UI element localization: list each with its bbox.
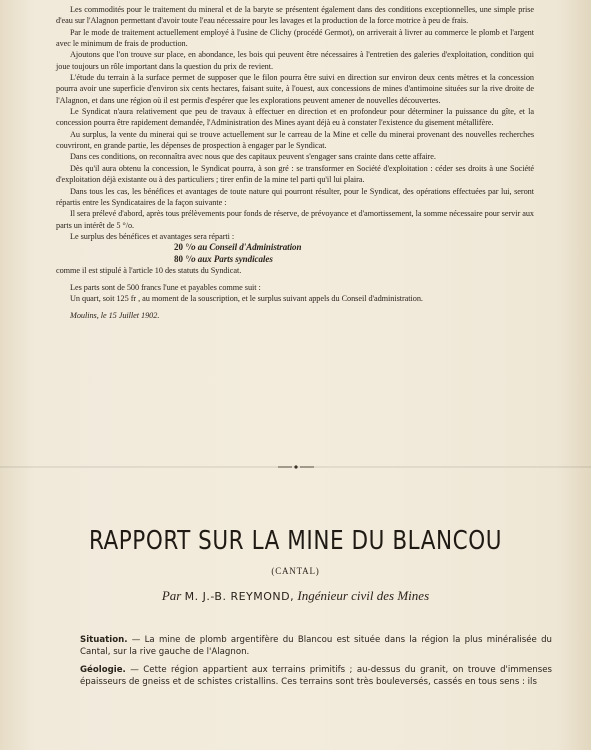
paragraph: Par le mode de traitement actuellement employé à l'usine de Clichy (procédé Germot), on arriverait à livrer au commerce le plomb et l'argent avec le minimum de frais de production. xyxy=(56,27,534,49)
distribution-label: aux Parts syndicales xyxy=(197,253,273,264)
distribution-unit: °/o xyxy=(185,242,196,253)
paragraph: Les commodités pour le traitement du mineral et de la baryte se présentent également dans des conditions exceptionnelles, une simple prise d'eau sur l'Alagnon permettant d'avoir toute l'eau nécessaire pour les lavages et la production de la force motrice à peu de frais. xyxy=(56,5,534,26)
section-heading: Situation. xyxy=(80,635,128,645)
author-title: Ingénieur civil des Mines xyxy=(297,588,430,603)
ornament-divider-icon xyxy=(278,463,314,471)
author-name: M. J.-B. REYMOND, xyxy=(184,590,295,603)
signature-date: Moulins, le 15 Juillet 1902. xyxy=(70,311,160,321)
paragraph: Il sera prélevé d'abord, après tous prélèvements pour fonds de réserve, de prévoyance et d'amortissement, la somme nécessaire pour servir aux parts un intérêt de 5 °/o. xyxy=(56,209,534,230)
distribution-line xyxy=(56,242,534,254)
report-subtitle: (CANTAL) xyxy=(271,566,320,576)
paragraph: Le surplus des bénéfices et avantages sera réparti : xyxy=(70,231,235,241)
distribution-label: au Conseil d'Administration xyxy=(197,242,302,253)
distribution-pct: 20 xyxy=(174,242,183,253)
paragraph: Un quart, soit 125 fr , au moment de la souscription, et le surplus suivant appels du Conseil d'administration. xyxy=(70,293,423,303)
paragraph: Dans tous les cas, les bénéfices et avantages de toute nature qui pourront résulter, pour le Syndicat, des opérations effectuées par lui, seront répartis entre les Syndicataires de la façon suivante : xyxy=(56,186,534,207)
paragraph: Dans ces conditions, on reconnaîtra avec nous que des capitaux peuvent s'engager sans crainte dans cette affaire. xyxy=(70,152,436,162)
author-line xyxy=(0,588,591,604)
paragraph: comme il est stipulé à l'article 10 des statuts du Syndicat. xyxy=(56,266,242,276)
section-paragraph xyxy=(80,634,552,658)
paragraph: Ajoutons que l'on trouve sur place, en abondance, les bois qui peuvent être nécessaires à l'entretien des galeries d'exploitation, condition qui joue toujours un rôle important dans la question du prix de revient. xyxy=(56,50,534,71)
distribution-unit: °/o xyxy=(185,253,196,264)
paragraph: Les parts sont de 500 francs l'une et payables comme suit : xyxy=(70,282,261,292)
paragraph: Dès qu'il aura obtenu la concession, le Syndicat pourra, à son gré : se transformer en Société d'exploitation : céder ses droits à une Société d'exploitation déjà existante ou à des particuliers ; tirer enfin de la mine tel parti qu'il lui plaira. xyxy=(56,163,534,185)
section-text: — La mine de plomb argentifère du Blancou est située dans la région la plus minéralisée du Cantal, sur la rive gauche de l'Alagnon. xyxy=(80,635,552,657)
report-body xyxy=(80,634,552,694)
report-title: RAPPORT SUR LA MINE DU BLANCOU xyxy=(88,526,503,556)
paragraph: Le Syndicat n'aura relativement que peu de travaux à effectuer en direction et en profondeur pour déterminer la puissance du gîte, et la concession pourra être rapidement demandée, l'Administration des Mines ayant déjà eu à constater l'existence du gisement métallifère. xyxy=(56,107,534,128)
section-text: — Cette région appartient aux terrains primitifs ; au-dessus du granit, on trouve d'immenses épaisseurs de gneiss et de schistes cristallins. Ces terrains sont très bouleversés, cassés en tous sens : ils xyxy=(80,665,552,687)
intro-text-block xyxy=(56,4,534,322)
section-heading: Géologie. xyxy=(80,665,126,675)
author-prefix: Par xyxy=(161,588,182,603)
distribution-pct: 80 xyxy=(174,253,183,264)
section-paragraph xyxy=(80,664,552,688)
distribution-line xyxy=(56,254,534,266)
paragraph: Au surplus, la vente du minerai qui se trouve actuellement sur le carreau de la Mine et celle du minerai provenant des nouvelles recherches couvriront, en grande partie, les dépenses de prospection à engager par le Syndicat. xyxy=(56,129,534,151)
paragraph: L'étude du terrain à la surface permet de supposer que le filon pourra être suivi en direction sur environ deux cents mètres et la concession pourra avoir une superficie d'environ six cents hectares, faisant suite, à l'ouest, aux concessions de mines d'antimoine situées sur la rive droite de l'Alagnon, et dans une région où il est permis d'espérer que les explorations peuvent amener de nouvelles découvertes. xyxy=(56,73,534,105)
